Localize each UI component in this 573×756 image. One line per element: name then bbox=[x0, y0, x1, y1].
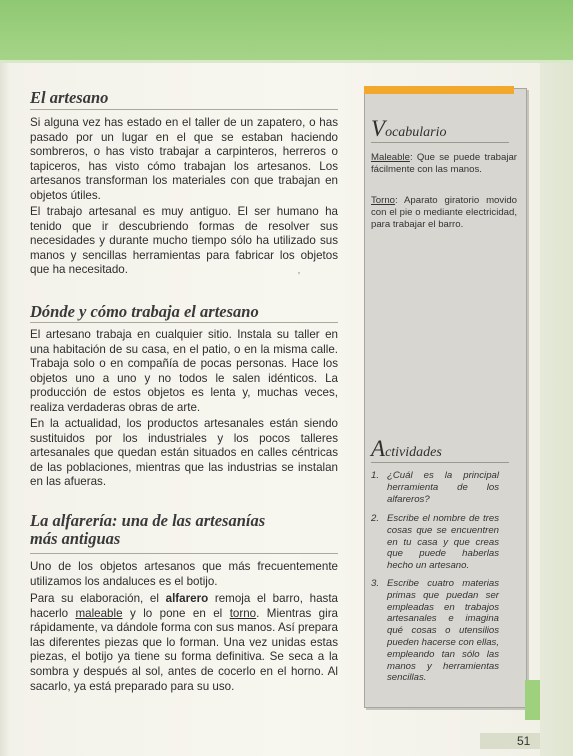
page-number-bar bbox=[480, 733, 540, 749]
title-line: más antiguas bbox=[30, 529, 121, 548]
orange-accent-bar bbox=[364, 86, 514, 94]
title-line: La alfarería: una de las artesanías bbox=[30, 511, 266, 530]
paragraph: Para su elaboración, el alfarero remoja el barro, hasta hacerlo maleable y lo pone en el torno. Mientras gira rápidamente, va dándole forma con sus manos. Así prepara las diferentes piezas que lo forman. Una vez unidas estas piezas, el botijo ya tiene su forma definitiva. Se seca a la sombra y después al sol, antes de cocerlo en el horno. Al sacarlo, ya está preparado para su uso. bbox=[30, 592, 339, 693]
vocab-term-link: torno bbox=[229, 606, 257, 620]
actividades-heading: Actividades bbox=[371, 436, 442, 461]
vocab-term-link: maleable bbox=[75, 606, 123, 620]
paragraph: Uno de los objetos artesanos que más frecuentemente utilizamos los andaluces es el botijo. bbox=[30, 560, 338, 588]
right-margin-strip bbox=[540, 63, 573, 756]
heading-rule bbox=[371, 142, 509, 143]
vocab-entry-torno: Torno: Aparato giratorio movido con el pie o mediante electricidad, para trabajar el barro. bbox=[371, 195, 517, 230]
vocab-entry-maleable: Maleable: Que se puede trabajar fácilmente con las manos. bbox=[371, 152, 517, 175]
section-rule bbox=[30, 109, 338, 110]
section-rule bbox=[30, 553, 338, 554]
section-title-alfareria bbox=[30, 512, 338, 548]
section-title-donde-como: Dónde y cómo trabaja el artesano bbox=[30, 302, 259, 321]
stray-mark: ʼ bbox=[298, 271, 300, 281]
heading-rule bbox=[371, 462, 509, 463]
bold-term: alfarero bbox=[165, 592, 209, 605]
green-accent-bar bbox=[525, 680, 540, 720]
paragraph: En la actualidad, los productos artesanales están siendo sustituidos por los industriales y los pocos talleres artesanales que quedan están situados en calles céntricas de las poblaciones, mientras que las industrias se instalan en las afueras. bbox=[30, 417, 338, 489]
paragraph: El trabajo artesanal es muy antiguo. El ser humano ha tenido que ir descubriendo formas de resolver sus necesidades y durante mucho tiempo sólo ha utilizado sus manos y sencillas herramientas para fabricar los objetos que ha necesitado. bbox=[30, 205, 338, 277]
vocabulario-heading: Vocabulario bbox=[371, 116, 447, 141]
section-rule bbox=[30, 322, 338, 323]
section-title-el-artesano: El artesano bbox=[30, 88, 109, 107]
activity-item: 3. Escribe cuatro materias primas que puedan ser empleadas en trabajos artesanales e imagina qué cosas o utensilios pueden hacerse con ellas, empleando tan sólo las manos y herramientas sencillas. bbox=[371, 578, 500, 684]
activity-item: 2. Escribe el nombre de tres cosas que se encuentren en tu casa y que creas que puede haberlas hecho un artesano. bbox=[371, 513, 499, 572]
paragraph: El artesano trabaja en cualquier sitio. Instala su taller en una habitación de su casa, en el patio, o en la misma calle. Trabaja solo o en compañía de pocas personas. Hace los objetos uno a uno y no todos le salen idénticos. La producción de estos objetos es lenta y, muchas veces, realiza verdaderas obras de arte. bbox=[30, 328, 338, 414]
paragraph: Si alguna vez has estado en el taller de un zapatero, o has pasado por un lugar en el que se estaban haciendo sombreros, o has visto trabajar a carpinteros, herreros o tapiceros, has visto cómo trabajan los artesanos. Los artesanos transforman los materiales con que trabajan en objetos útiles. bbox=[30, 116, 338, 202]
page-number: 51 bbox=[517, 734, 531, 748]
binding-shadow bbox=[0, 63, 10, 756]
top-color-band bbox=[0, 0, 573, 62]
activity-item: 1. ¿Cuál es la principal herramienta de los alfareros? bbox=[371, 470, 499, 505]
